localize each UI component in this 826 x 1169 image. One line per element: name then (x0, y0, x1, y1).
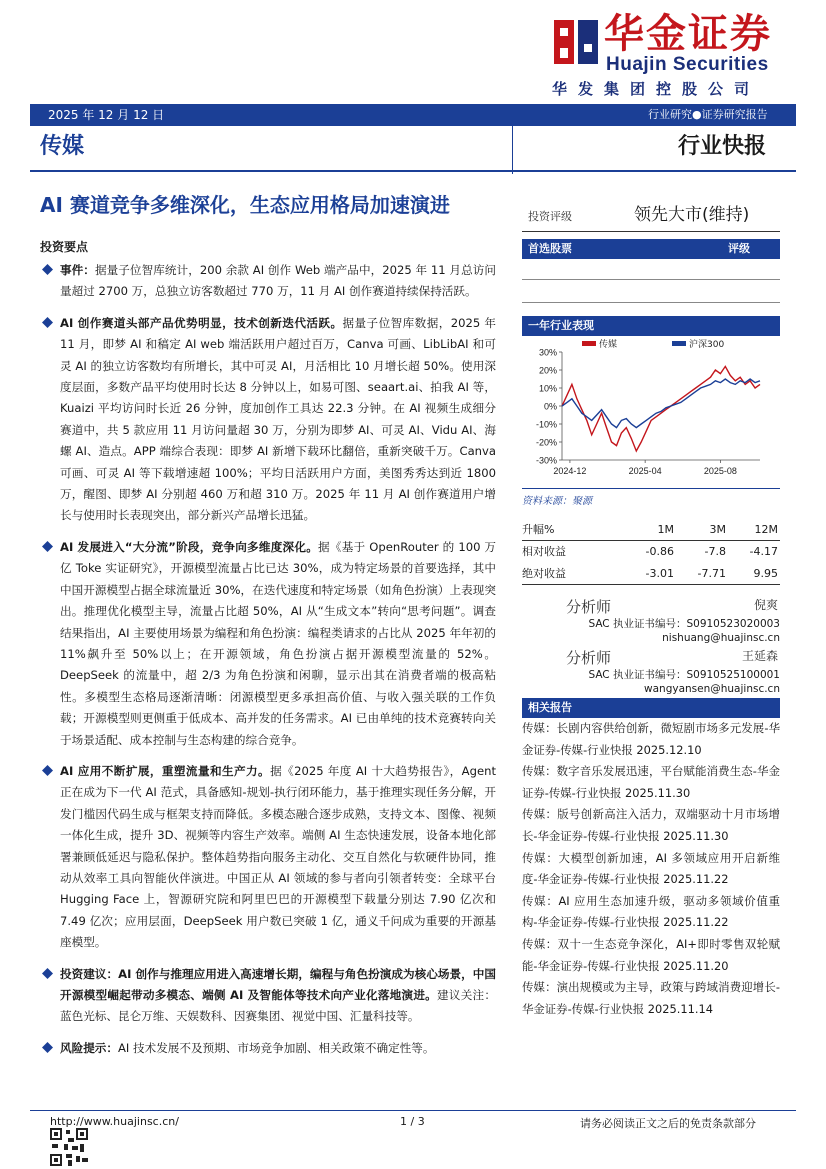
perf-header-label: 一年行业表现 (522, 316, 780, 336)
analyst-block (522, 596, 780, 696)
diamond-bullet-icon (42, 264, 53, 275)
analyst-email[interactable]: wangyansen@huajinsc.cn (644, 683, 780, 695)
chart-source-block (522, 488, 780, 507)
analyst-title: 分析师 (566, 649, 612, 667)
rating-value: 领先大市(维持) (634, 205, 750, 225)
diamond-bullet-icon (42, 1042, 53, 1053)
diamond-bullet-icon (42, 765, 53, 776)
rating-label: 投资评级 (528, 210, 572, 223)
paragraph-risk: 风险提示：AI 技术发展不及预期、市场竞争加剧、相关政策不确定性等。 (40, 1038, 496, 1059)
diamond-bullet-icon (42, 317, 53, 328)
stock-header-rating: 评级 (728, 242, 750, 255)
stock-header (522, 239, 780, 303)
legend-swatch (582, 341, 596, 346)
brand-name-cn: 华金证券 (604, 11, 772, 57)
qr-code-icon (50, 1128, 88, 1166)
related-report-item[interactable]: 传媒：大模型创新加速，AI 多领域应用开启新维度-华金证券-传媒-行业快报 2025.11.22 (522, 850, 780, 887)
x-tick-label: 2025-04 (628, 466, 662, 476)
analyst-email[interactable]: nishuang@huajinsc.cn (662, 632, 780, 644)
related-report-item[interactable]: 传媒：长剧内容供给创新，微短剧市场多元发展-华金证券-传媒-行业快报 2025.12.10 (522, 721, 780, 757)
legend-swatch (672, 341, 686, 346)
table-row: 绝对收益 -3.01 -7.71 9.95 (522, 563, 780, 585)
y-tick-label: 20% (538, 365, 557, 376)
series-line-hs300 (562, 379, 760, 428)
brand-group: 华发集团控股公司 (552, 80, 761, 98)
related-report-item[interactable]: 传媒：双十一生态竞争深化，AI+即时零售双轮赋能-华金证券-传媒-行业快报 2025.11.20 (522, 936, 780, 973)
huajin-logo-icon (554, 14, 598, 70)
y-tick-label: 10% (538, 383, 557, 394)
report-category: 行业研究●证券研究报告 (648, 108, 768, 121)
footer-disclaimer: 请务必阅读正文之后的免责条款部分 (580, 1117, 756, 1130)
y-tick-label: 0% (543, 401, 557, 412)
analyst-sac: SAC 执业证书编号：S0910525100001 (588, 669, 780, 681)
footer-rule (30, 1110, 796, 1111)
x-tick-label: 2024-12 (553, 466, 587, 476)
table-row: 相对收益 -0.86 -7.8 -4.17 (522, 545, 778, 558)
investment-highlights (40, 238, 496, 1069)
diamond-bullet-icon (42, 968, 53, 979)
industry-performance-chart (522, 338, 780, 484)
related-header-label: 相关报告 (522, 698, 780, 718)
report-date: 2025 年 12 月 12 日 (48, 108, 165, 122)
footer-url[interactable]: http://www.huajinsc.cn/ (50, 1115, 179, 1128)
brand-name-en: Huajin Securities (606, 54, 769, 75)
paragraph-creation: AI 创作赛道头部产品优势明显，技术创新迭代活跃。据量子位智库数据，2025 年 11 月，即梦 AI 和稿定 AI web 端活跃用户超过百万，Canva 可画、LibLibAI 和可灵 AI 的独立访客数均有所增长，其中可灵 AI，月活相比 10 月增长超 50%。使用深度层面，多数产品平均使用时长达 8 分钟以上，如易可图、seaart.ai、拍我 AI 等，Kuaizi 平均访问时长近 26 分钟，度加创作工具达 22.3 分钟。在 AI 视频生成细分赛道中，共 5 款应用 11 月访问量超 30 万，分别为即梦 AI、可灵 AI、Vidu AI、海螺 AI、造点。APP 端综合表现：即梦 AI 新增下载环比翻倍，重新突破千万。Canva 可画、可灵 AI 等下载增速超 100%；平均日活跃用户方面，美图秀秀达到近 1800 万，醒图、即梦 AI 分别超 460 万和超 310 万。2025 年 11 月 AI 创作赛道用户增长与使用时长表现突出，部分新兴产品增长迅猛。 (40, 313, 496, 527)
legend-label: 沪深300 (689, 340, 725, 350)
page-number: 1 / 3 (400, 1115, 425, 1128)
y-tick-label: -20% (535, 437, 557, 448)
table-header-row: 升幅% 1M 3M 12M (522, 519, 780, 541)
performance-table (522, 519, 780, 585)
perf-header (522, 316, 780, 336)
related-header (522, 698, 780, 718)
rating-rule (522, 231, 780, 232)
section-label: 投资要点 (40, 240, 89, 254)
related-report-item[interactable]: 传媒：版号创新高注入活力，双端驱动十月市场增长-华金证券-传媒-行业快报 2025.11.30 (522, 807, 780, 843)
analyst-title: 分析师 (566, 598, 612, 616)
page-title: AI 赛道竞争多维深化，生态应用格局加速演进 (40, 193, 450, 217)
y-tick-label: 30% (538, 347, 557, 358)
sector-title: 传媒 (40, 134, 85, 159)
related-report-item[interactable]: 传媒：AI 应用生态加速升级，驱动多领域价值重构-华金证券-传媒-行业快报 2025.11.22 (522, 893, 780, 930)
header-divider (512, 126, 513, 174)
related-reports-list (522, 718, 780, 1020)
paragraph-event: 事件：据量子位智库统计，200 余款 AI 创作 Web 端产品中，2025 年 11 月总访问量超过 2700 万，总独立访客数超过 770 万，11 月 AI 创作赛道持续保持活跃。 (40, 260, 496, 303)
series-line-media (562, 366, 760, 451)
report-type: 行业快报 (678, 134, 767, 159)
paragraph-applications: AI 应用不断扩展，重塑流量和生产力。据《2025 年度 AI 十大趋势报告》，Agent 正在成为下一代 AI 范式，具备感知-规划-执行闭环能力，基于推理实现任务分解，开发门槛因代码生成与框架支持而降低。多模态融合逐步成熟，支持文本、图像、视频一体化生成，提升 3D、视频等内容生产效率。端侧 AI 生态快速发展，设备本地化部署兼顾低延迟与隐私保护。整体趋势指向服务主动化、交互自然化与软硬件协同，推动从效率工具向智能伙伴演进。中国正从 AI 领域的参与者向引领者转变：全球平台 Hugging Face 上，智源研究院和阿里巴巴的开源模型下载量分别达 7.90 亿次和 7.49 亿次；应用层面，DeepSeek 用户数已突破 1 亿，通义千问成为重要的开源基座模型。 (40, 761, 496, 954)
related-report-item[interactable]: 传媒：数字音乐发展迅速，平台赋能消费生态-华金证券-传媒-行业快报 2025.11.30 (522, 764, 780, 800)
paragraph-divergence: AI 发展进入“大分流”阶段，竞争向多维度深化。据《基于 OpenRouter 的 100 万亿 Toke 实证研究》，开源模型流量占比已达 30%，成为特定场景的首要选择，其中中国开源模型占据全球流量近 30%，在迭代速度和特定场景（如角色扮演）上表现突出。推理优化模型主导，流量占比超 50%，AI 从“生成文本”转向“思考问题”。调查结果指出，AI 主要使用场景为编程和角色扮演：编程类请求的占比从 2025 年年初的 11%飙升至 50%以上；在开源领域，角色扮演占据开源模型流量的 52%。DeepSeek 的流量中，超 2/3 为角色扮演和闲聊，显示出其在消费者端的极高粘性。多模型生态格局逐渐清晰：闭源模型更多承担高价值、与收入强关联的工作负载；开源模型则更侧重于低成本、高并发的任务需求。AI 已由单纯的技术竞赛转向关于场景适配、成本控制与生态构建的综合竞争。 (40, 537, 496, 751)
chart-source: 资料来源：聚源 (522, 496, 592, 507)
stock-header-label: 首选股票 (528, 242, 572, 255)
header-rule (30, 170, 796, 172)
y-tick-label: -10% (535, 419, 557, 430)
x-tick-label: 2025-08 (703, 466, 737, 476)
analyst-name: 倪爽 (753, 598, 778, 612)
legend-label: 传媒 (599, 340, 618, 350)
diamond-bullet-icon (42, 541, 53, 552)
paragraph-investment-advice: 投资建议：AI 创作与推理应用进入高速增长期，编程与角色扮演成为核心场景，中国开源模型崛起带动多模态、端侧 AI 及智能体等技术向产业化落地演进。建议关注：蓝色光标、昆仑万维、天娱数科、因赛集团、视觉中国、汇量科技等。 (40, 964, 496, 1028)
analyst-sac: SAC 执业证书编号：S0910523020003 (588, 618, 780, 630)
analyst-name: 王延森 (741, 649, 778, 663)
y-tick-label: -30% (535, 455, 557, 466)
related-report-item[interactable]: 传媒：演出规模或为主导，政策与跨域消费迎增长-华金证券-传媒-行业快报 2025.11.14 (522, 980, 780, 1016)
